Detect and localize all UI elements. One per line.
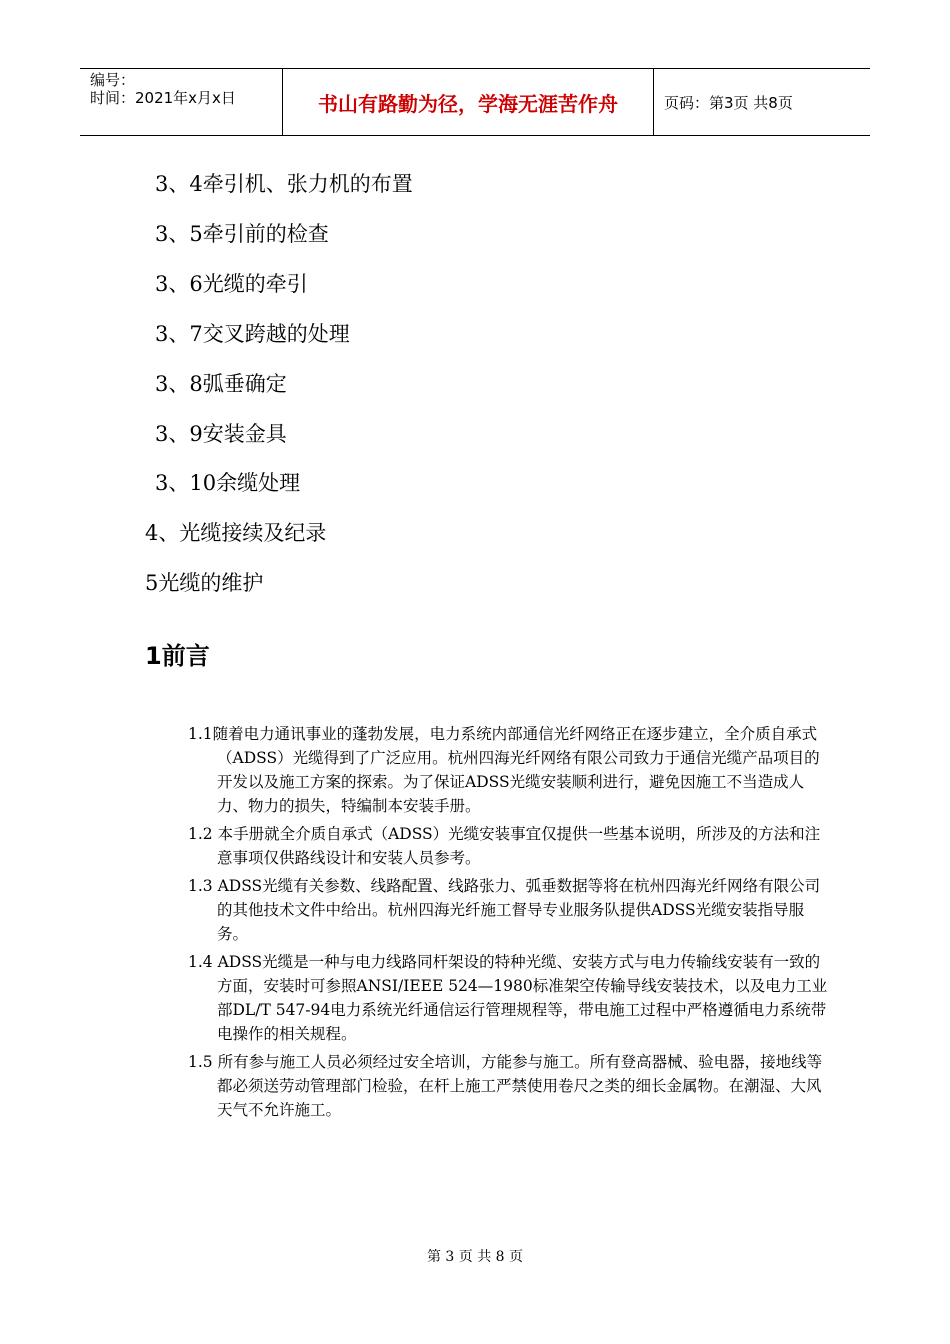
document-time-label: 时间：2021年x月x日 [90, 89, 236, 107]
toc-item-3-8: 3、8弧垂确定 [155, 372, 287, 396]
paragraph-1-4: 1.4 ADSS光缆是一种与电力线路同杆架设的特种光缆、安装方式与电力传输线安装有一致的方面，安装时可参照ANSI/IEEE 524—1980标准架空传输导线安装技术，以及电力工业部DL/T 547-94电力系统光纤通信运行管理规程等，带电施工过程中严格遵循电力系统带电操作的相关规程。 [188, 953, 828, 1043]
paragraph-1-3: 1.3 ADSS光缆有关参数、线路配置、线路张力、弧垂数据等将在杭州四海光纤网络有限公司的其他技术文件中给出。杭州四海光纤施工督导专业服务队提供ADSS光缆安装指导服务。 [188, 877, 821, 943]
page-footer: 第 3 页 共 8 页 [426, 1249, 524, 1265]
section-title: 1前言 [145, 642, 210, 670]
paragraph-1-2: 1.2 本手册就全介质自承式（ADSS）光缆安装事宜仅提供一些基本说明，所涉及的方法和注意事项仅供路线设计和安装人员参考。 [188, 825, 821, 867]
paragraph-1-1: 1.1随着电力通讯事业的蓬勃发展，电力系统内部通信光纤网络正在逐步建立，全介质自承式（ADSS）光缆得到了广泛应用。杭州四海光纤网络有限公司致力于通信光缆产品项目的开发以及施工方案的探索。为了保证ADSS光缆安装顺利进行，避免因施工不当造成人力、物力的损失，特编制本安装手册。 [188, 725, 820, 815]
document-number-label: 编号： [90, 71, 136, 89]
toc-item-5: 5光缆的维护 [145, 571, 264, 595]
toc-item-4: 4、光缆接续及纪录 [145, 521, 327, 545]
paragraph-1-5: 1.5 所有参与施工人员必须经过安全培训，方能参与施工。所有登高器械、验电器，接地线等都必须送劳动管理部门检验，在杆上施工严禁使用卷尺之类的细长金属物。在潮湿、大风天气不允许施工。 [188, 1053, 823, 1119]
toc-item-3-7: 3、7交叉跨越的处理 [155, 322, 350, 346]
toc-item-3-4: 3、4牵引机、张力机的布置 [155, 172, 413, 196]
page-header [80, 68, 870, 136]
header-motto: 书山有路勤为径，学海无涯苦作舟 [282, 69, 654, 135]
section-body [188, 722, 828, 1126]
toc-item-3-9: 3、9安装金具 [155, 422, 287, 446]
header-left-cell [80, 69, 282, 135]
header-page-info: 页码：第3页 共8页 [664, 93, 793, 112]
toc-item-3-5: 3、5牵引前的检查 [155, 222, 329, 246]
toc-item-3-10: 3、10余缆处理 [155, 471, 301, 495]
toc-item-3-6: 3、6光缆的牵引 [155, 272, 308, 296]
